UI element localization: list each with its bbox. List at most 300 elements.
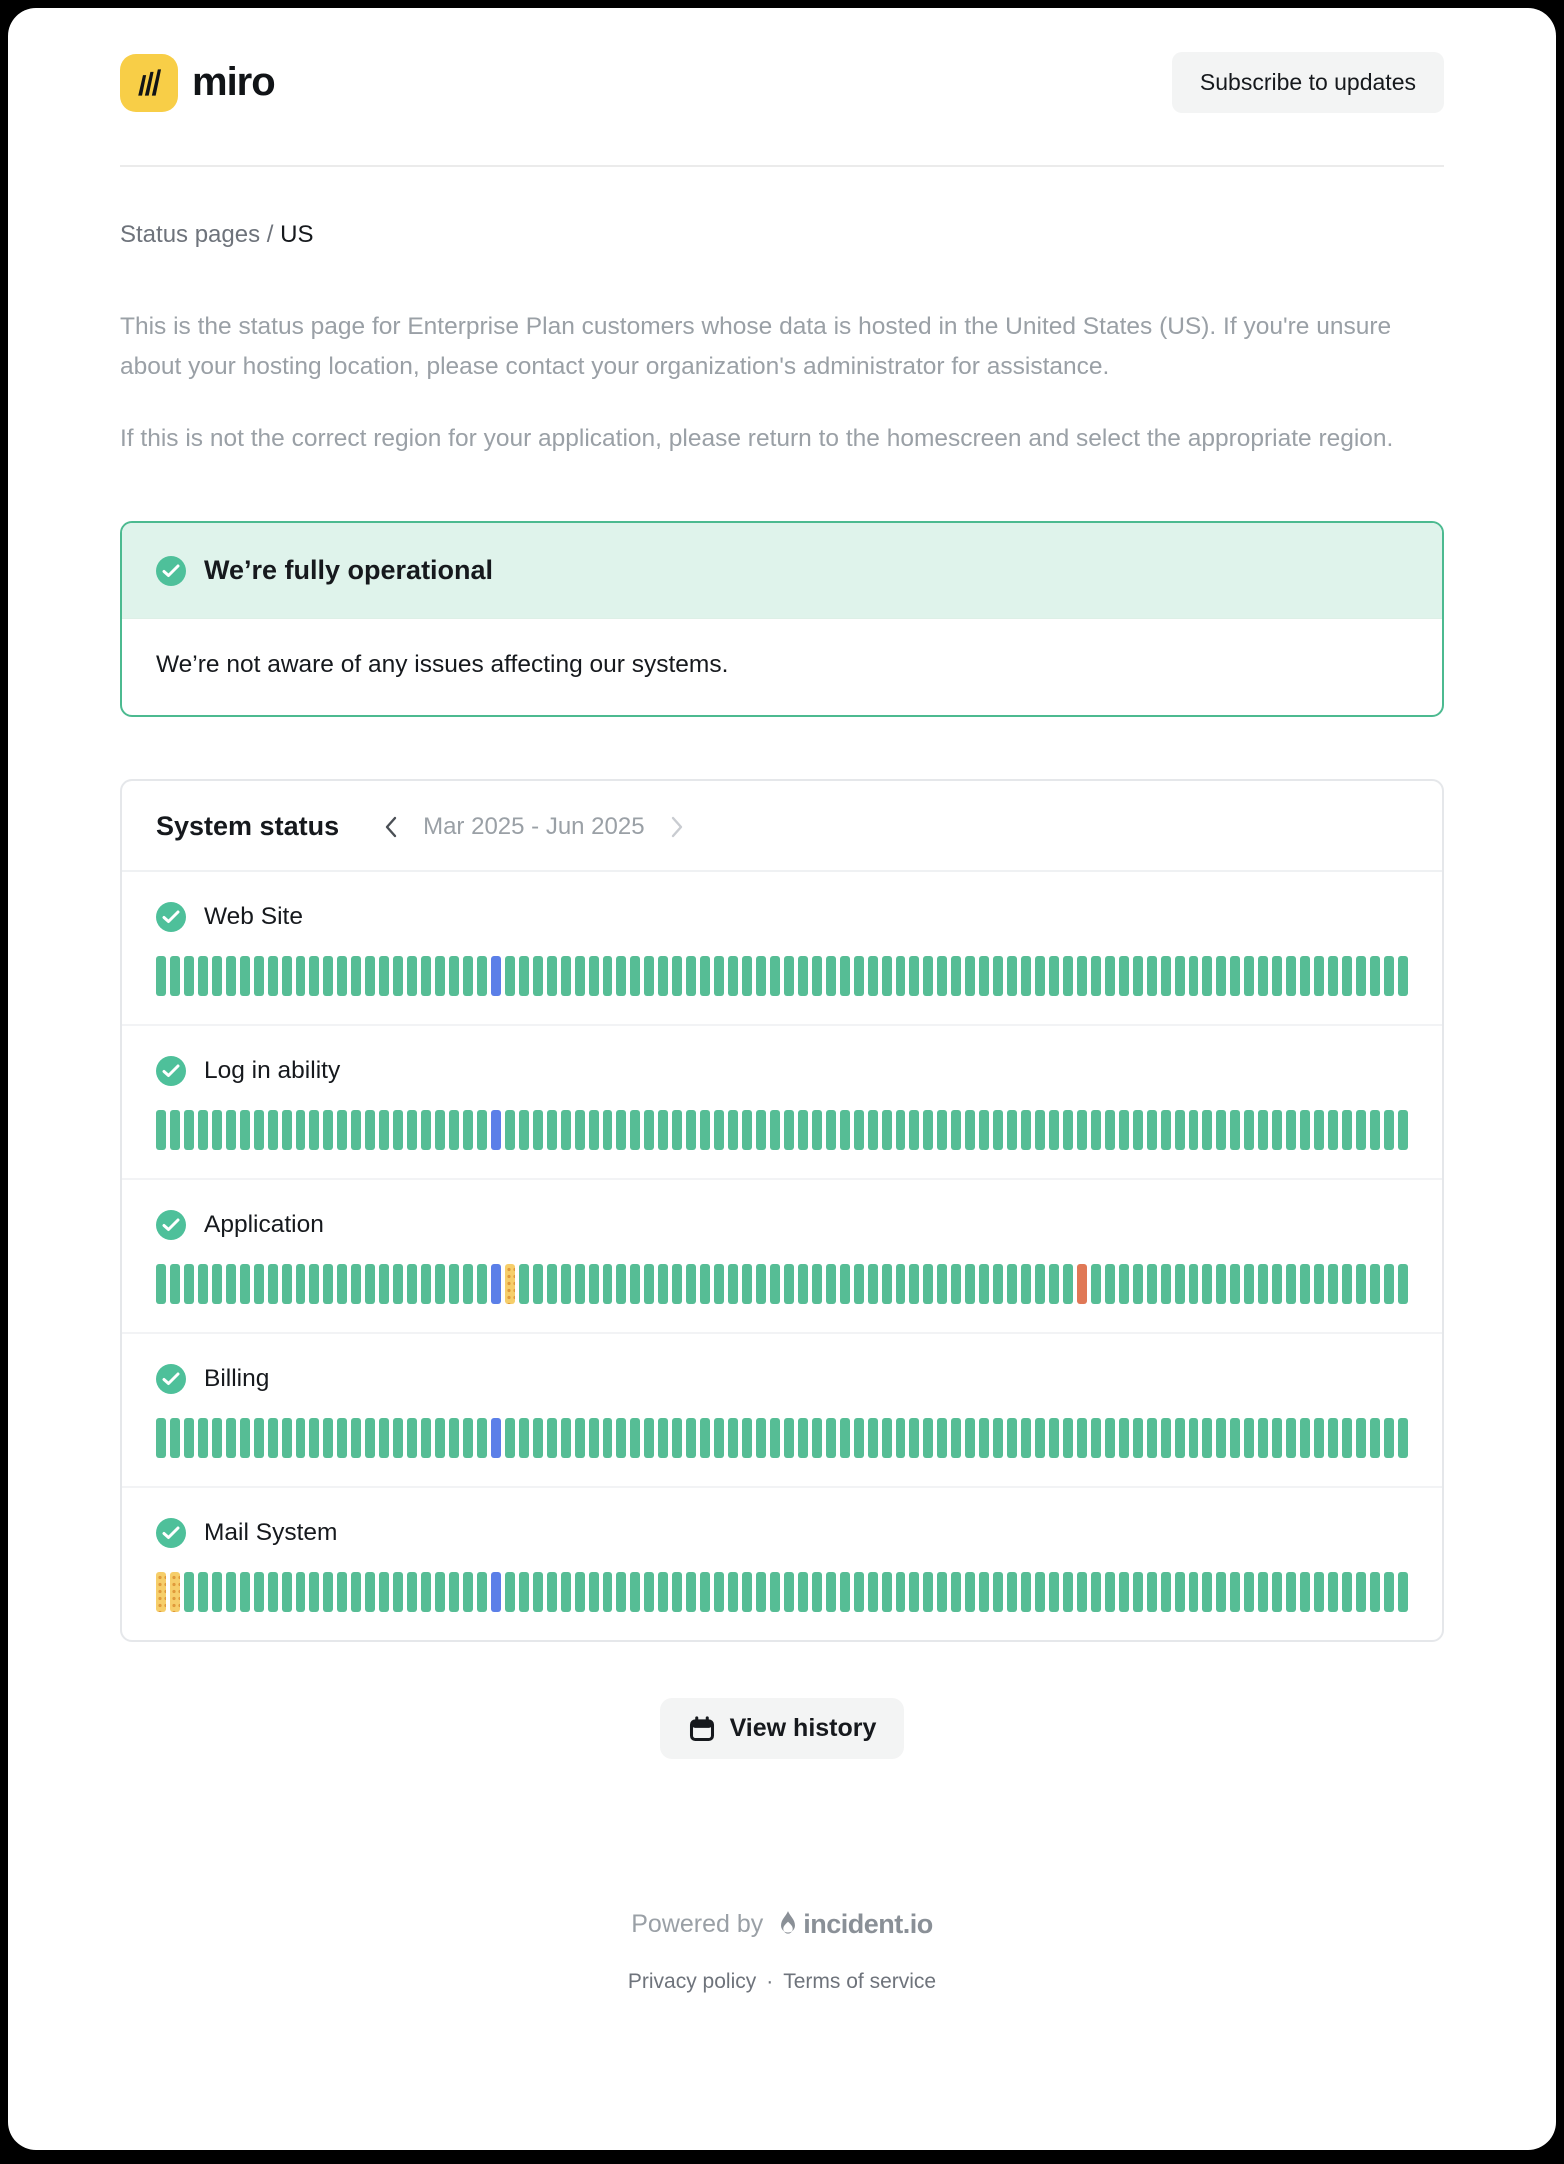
chevron-right-icon[interactable] [665, 812, 689, 842]
status-bar[interactable] [812, 1264, 822, 1304]
status-bar[interactable] [254, 1418, 264, 1458]
status-bar[interactable] [644, 1418, 654, 1458]
status-bar[interactable] [770, 1264, 780, 1304]
terms-of-service-link[interactable]: Terms of service [783, 1970, 937, 1993]
status-bar[interactable] [1035, 1264, 1045, 1304]
status-bar[interactable] [1398, 1418, 1408, 1458]
status-bar[interactable] [1258, 1110, 1268, 1150]
status-bar[interactable] [603, 1418, 613, 1458]
status-bar[interactable] [937, 956, 947, 996]
status-bar[interactable] [198, 1110, 208, 1150]
status-bar[interactable] [714, 1110, 724, 1150]
status-bar[interactable] [658, 1264, 668, 1304]
status-bar[interactable] [156, 1418, 166, 1458]
status-bar[interactable] [923, 1110, 933, 1150]
status-bar[interactable] [351, 1418, 361, 1458]
status-bar[interactable] [909, 1418, 919, 1458]
status-bar[interactable] [756, 1264, 766, 1304]
status-bar[interactable] [1063, 1264, 1073, 1304]
status-bar[interactable] [1049, 1572, 1059, 1612]
status-bar[interactable] [1286, 1418, 1296, 1458]
status-bar[interactable] [1230, 1110, 1240, 1150]
status-bar[interactable] [1300, 1572, 1310, 1612]
status-bar[interactable] [421, 1572, 431, 1612]
status-bar[interactable] [630, 1572, 640, 1612]
status-bar[interactable] [798, 956, 808, 996]
status-bar[interactable] [1049, 1418, 1059, 1458]
status-bar[interactable] [1230, 1264, 1240, 1304]
status-bar[interactable] [1091, 1572, 1101, 1612]
status-bar[interactable] [812, 1418, 822, 1458]
status-bar[interactable] [268, 1418, 278, 1458]
status-bar[interactable] [1063, 956, 1073, 996]
status-bar[interactable] [268, 1110, 278, 1150]
status-bar[interactable] [1189, 1418, 1199, 1458]
status-bar[interactable] [937, 1418, 947, 1458]
status-bar[interactable] [1091, 1418, 1101, 1458]
status-bar[interactable] [1133, 1264, 1143, 1304]
status-bar[interactable] [798, 1418, 808, 1458]
status-bar[interactable] [449, 1110, 459, 1150]
status-bar[interactable] [1049, 1264, 1059, 1304]
status-bar[interactable] [184, 1572, 194, 1612]
status-bar[interactable] [728, 1110, 738, 1150]
status-bar[interactable] [1063, 1418, 1073, 1458]
status-bar[interactable] [868, 1264, 878, 1304]
status-bar[interactable] [1077, 1110, 1087, 1150]
status-bar[interactable] [170, 1264, 180, 1304]
status-bar[interactable] [575, 1418, 585, 1458]
status-bar[interactable] [1161, 1418, 1171, 1458]
status-bar[interactable] [519, 956, 529, 996]
status-bar[interactable] [337, 956, 347, 996]
status-bar[interactable] [309, 1572, 319, 1612]
status-bar[interactable] [1202, 1418, 1212, 1458]
status-bar[interactable] [896, 956, 906, 996]
status-bar[interactable] [351, 1264, 361, 1304]
status-bar[interactable] [672, 1110, 682, 1150]
status-bar[interactable] [714, 1572, 724, 1612]
status-bar[interactable] [547, 1418, 557, 1458]
status-bar[interactable] [1244, 1110, 1254, 1150]
status-bar[interactable] [491, 1110, 501, 1150]
status-bar[interactable] [421, 1418, 431, 1458]
status-bar[interactable] [533, 1264, 543, 1304]
status-bar[interactable] [672, 1418, 682, 1458]
status-bar[interactable] [1091, 1264, 1101, 1304]
status-bar[interactable] [589, 1418, 599, 1458]
status-bar[interactable] [156, 956, 166, 996]
status-bar[interactable] [435, 956, 445, 996]
status-bar[interactable] [407, 1110, 417, 1150]
status-bar[interactable] [337, 1572, 347, 1612]
status-bar[interactable] [393, 1418, 403, 1458]
status-bar[interactable] [882, 1418, 892, 1458]
status-bar[interactable] [212, 1572, 222, 1612]
status-bar[interactable] [296, 1418, 306, 1458]
status-bar[interactable] [854, 1418, 864, 1458]
status-bar[interactable] [1244, 1572, 1254, 1612]
status-bar[interactable] [1091, 1110, 1101, 1150]
status-bar[interactable] [1356, 1418, 1366, 1458]
status-bar[interactable] [1091, 956, 1101, 996]
status-bar[interactable] [965, 1264, 975, 1304]
status-bar[interactable] [1244, 1418, 1254, 1458]
status-bar[interactable] [1007, 956, 1017, 996]
status-bar[interactable] [491, 956, 501, 996]
status-bar[interactable] [1175, 1110, 1185, 1150]
status-bar[interactable] [840, 1572, 850, 1612]
status-bar[interactable] [798, 1264, 808, 1304]
status-bar[interactable] [282, 1418, 292, 1458]
status-bar[interactable] [742, 1110, 752, 1150]
status-bar[interactable] [603, 956, 613, 996]
status-bar[interactable] [742, 1264, 752, 1304]
status-bar[interactable] [979, 1110, 989, 1150]
status-bar[interactable] [784, 1572, 794, 1612]
status-bar[interactable] [686, 956, 696, 996]
status-bar[interactable] [477, 956, 487, 996]
status-bar[interactable] [351, 1110, 361, 1150]
status-bar[interactable] [170, 956, 180, 996]
status-bar[interactable] [449, 1418, 459, 1458]
status-bar[interactable] [268, 1264, 278, 1304]
status-bar[interactable] [965, 1418, 975, 1458]
status-bar[interactable] [658, 1110, 668, 1150]
status-bar[interactable] [672, 1264, 682, 1304]
status-bar[interactable] [1342, 1572, 1352, 1612]
status-bar[interactable] [686, 1572, 696, 1612]
status-bar[interactable] [226, 1110, 236, 1150]
status-bar[interactable] [575, 956, 585, 996]
status-bar[interactable] [1286, 956, 1296, 996]
status-bar[interactable] [923, 1572, 933, 1612]
status-bar[interactable] [868, 1572, 878, 1612]
status-bar[interactable] [463, 1572, 473, 1612]
status-bar[interactable] [198, 1572, 208, 1612]
status-bar[interactable] [254, 956, 264, 996]
status-bar[interactable] [1216, 956, 1226, 996]
status-bar[interactable] [240, 956, 250, 996]
status-bar[interactable] [784, 1264, 794, 1304]
status-bar[interactable] [1384, 1110, 1394, 1150]
status-bar[interactable] [1021, 1572, 1031, 1612]
status-bar[interactable] [728, 1418, 738, 1458]
status-bar[interactable] [1244, 1264, 1254, 1304]
status-bar[interactable] [1147, 1572, 1157, 1612]
status-bar[interactable] [798, 1110, 808, 1150]
status-bar[interactable] [1398, 1264, 1408, 1304]
status-bar[interactable] [421, 1264, 431, 1304]
status-bar[interactable] [756, 1418, 766, 1458]
status-bar[interactable] [547, 1572, 557, 1612]
status-bar[interactable] [547, 1264, 557, 1304]
status-bar[interactable] [616, 956, 626, 996]
status-bar[interactable] [1328, 956, 1338, 996]
status-bar[interactable] [868, 1110, 878, 1150]
status-bar[interactable] [1161, 956, 1171, 996]
status-bar[interactable] [407, 956, 417, 996]
status-bar[interactable] [519, 1264, 529, 1304]
status-bar[interactable] [937, 1110, 947, 1150]
status-bar[interactable] [1007, 1572, 1017, 1612]
status-bar[interactable] [226, 1572, 236, 1612]
status-bar[interactable] [1189, 1572, 1199, 1612]
status-bar[interactable] [882, 1110, 892, 1150]
status-bar[interactable] [435, 1418, 445, 1458]
status-bar[interactable] [1119, 1572, 1129, 1612]
status-bar[interactable] [1119, 1264, 1129, 1304]
status-bar[interactable] [756, 1572, 766, 1612]
status-bar[interactable] [728, 956, 738, 996]
status-bar[interactable] [993, 1572, 1003, 1612]
status-bar[interactable] [212, 956, 222, 996]
status-bar[interactable] [1272, 1418, 1282, 1458]
status-bar[interactable] [1021, 956, 1031, 996]
status-bar[interactable] [589, 956, 599, 996]
status-bar[interactable] [1314, 1572, 1324, 1612]
status-bar[interactable] [1272, 1264, 1282, 1304]
status-bar[interactable] [770, 1110, 780, 1150]
status-bar[interactable] [1300, 1110, 1310, 1150]
status-bar[interactable] [561, 1264, 571, 1304]
status-bar[interactable] [240, 1110, 250, 1150]
status-bar[interactable] [1105, 1110, 1115, 1150]
status-bar[interactable] [505, 1418, 515, 1458]
status-bar[interactable] [365, 1264, 375, 1304]
status-bar[interactable] [561, 1418, 571, 1458]
status-bar[interactable] [1370, 956, 1380, 996]
status-bar[interactable] [407, 1572, 417, 1612]
status-bar[interactable] [547, 1110, 557, 1150]
status-bar[interactable] [714, 1418, 724, 1458]
status-bar[interactable] [226, 956, 236, 996]
privacy-policy-link[interactable]: Privacy policy [627, 1970, 757, 1993]
status-bar[interactable] [365, 1572, 375, 1612]
status-bar[interactable] [435, 1572, 445, 1612]
status-bar[interactable] [882, 1572, 892, 1612]
status-bar[interactable] [379, 956, 389, 996]
status-bar[interactable] [686, 1264, 696, 1304]
status-bar[interactable] [351, 1572, 361, 1612]
status-bar[interactable] [728, 1264, 738, 1304]
status-bar[interactable] [1133, 1110, 1143, 1150]
status-bar[interactable] [1021, 1418, 1031, 1458]
status-bar[interactable] [826, 1572, 836, 1612]
status-bar[interactable] [435, 1110, 445, 1150]
status-bar[interactable] [505, 1572, 515, 1612]
status-bar[interactable] [742, 956, 752, 996]
status-bar[interactable] [1216, 1264, 1226, 1304]
status-bar[interactable] [770, 1418, 780, 1458]
status-bar[interactable] [826, 1264, 836, 1304]
status-bar[interactable] [337, 1264, 347, 1304]
status-bar[interactable] [1189, 956, 1199, 996]
status-bar[interactable] [323, 1572, 333, 1612]
status-bar[interactable] [254, 1264, 264, 1304]
status-bar[interactable] [1161, 1110, 1171, 1150]
status-bar[interactable] [505, 1110, 515, 1150]
status-bar[interactable] [505, 956, 515, 996]
status-bar[interactable] [463, 956, 473, 996]
status-bar[interactable] [868, 1418, 878, 1458]
status-bar[interactable] [337, 1418, 347, 1458]
status-bar[interactable] [1328, 1110, 1338, 1150]
status-bar[interactable] [616, 1418, 626, 1458]
status-bar[interactable] [1300, 1418, 1310, 1458]
status-bar[interactable] [1314, 1418, 1324, 1458]
status-bar[interactable] [1370, 1418, 1380, 1458]
status-bar[interactable] [1147, 1264, 1157, 1304]
status-bar[interactable] [630, 1110, 640, 1150]
status-bar[interactable] [1161, 1572, 1171, 1612]
status-bar[interactable] [700, 1264, 710, 1304]
status-bar[interactable] [1077, 956, 1087, 996]
status-bar[interactable] [477, 1572, 487, 1612]
status-bar[interactable] [561, 1110, 571, 1150]
status-bar[interactable] [770, 956, 780, 996]
status-bar[interactable] [212, 1418, 222, 1458]
status-bar[interactable] [882, 1264, 892, 1304]
status-bar[interactable] [491, 1572, 501, 1612]
status-bar[interactable] [826, 956, 836, 996]
subscribe-to-updates-button[interactable]: Subscribe to updates [1172, 52, 1444, 113]
status-bar[interactable] [979, 956, 989, 996]
status-bar[interactable] [630, 1418, 640, 1458]
status-bar[interactable] [156, 1110, 166, 1150]
status-bar[interactable] [1244, 956, 1254, 996]
status-bar[interactable] [854, 1264, 864, 1304]
status-bar[interactable] [979, 1264, 989, 1304]
status-bar[interactable] [993, 1110, 1003, 1150]
status-bar[interactable] [909, 1110, 919, 1150]
status-bar[interactable] [1216, 1110, 1226, 1150]
status-bar[interactable] [714, 956, 724, 996]
status-bar[interactable] [951, 1264, 961, 1304]
status-bar[interactable] [700, 956, 710, 996]
status-bar[interactable] [1035, 1572, 1045, 1612]
status-bar[interactable] [1161, 1264, 1171, 1304]
status-bar[interactable] [337, 1110, 347, 1150]
status-bar[interactable] [644, 956, 654, 996]
status-bar[interactable] [170, 1110, 180, 1150]
status-bar[interactable] [226, 1264, 236, 1304]
status-bar[interactable] [1133, 1572, 1143, 1612]
status-bar[interactable] [826, 1418, 836, 1458]
status-bar[interactable] [1314, 956, 1324, 996]
status-bar[interactable] [756, 1110, 766, 1150]
powered-by[interactable] [120, 1909, 1444, 1940]
status-bar[interactable] [756, 956, 766, 996]
status-bar[interactable] [1370, 1264, 1380, 1304]
status-bar[interactable] [1035, 1110, 1045, 1150]
status-bar[interactable] [323, 1418, 333, 1458]
status-bar[interactable] [1105, 1418, 1115, 1458]
status-bar[interactable] [212, 1264, 222, 1304]
status-bar[interactable] [728, 1572, 738, 1612]
status-bar[interactable] [463, 1110, 473, 1150]
status-bar[interactable] [1105, 956, 1115, 996]
status-bar[interactable] [1175, 1418, 1185, 1458]
status-bar[interactable] [533, 1572, 543, 1612]
status-bar[interactable] [1384, 956, 1394, 996]
status-bar[interactable] [993, 956, 1003, 996]
status-bar[interactable] [1189, 1110, 1199, 1150]
status-bar[interactable] [700, 1572, 710, 1612]
status-bar[interactable] [393, 1264, 403, 1304]
status-bar[interactable] [896, 1418, 906, 1458]
status-bar[interactable] [379, 1572, 389, 1612]
status-bar[interactable] [309, 956, 319, 996]
status-bar[interactable] [1189, 1264, 1199, 1304]
status-bar[interactable] [616, 1572, 626, 1612]
status-bar[interactable] [951, 956, 961, 996]
status-bar[interactable] [742, 1418, 752, 1458]
status-bar[interactable] [463, 1264, 473, 1304]
status-bar[interactable] [212, 1110, 222, 1150]
status-bar[interactable] [365, 1110, 375, 1150]
status-bar[interactable] [268, 1572, 278, 1612]
status-bar[interactable] [170, 1572, 180, 1612]
status-bar[interactable] [644, 1264, 654, 1304]
status-bar[interactable] [1049, 1110, 1059, 1150]
status-bar[interactable] [449, 1572, 459, 1612]
status-bar[interactable] [923, 956, 933, 996]
status-bar[interactable] [658, 956, 668, 996]
status-bar[interactable] [282, 1110, 292, 1150]
status-bar[interactable] [477, 1418, 487, 1458]
status-bar[interactable] [254, 1572, 264, 1612]
status-bar[interactable] [742, 1572, 752, 1612]
status-bar[interactable] [533, 1110, 543, 1150]
status-bar[interactable] [519, 1572, 529, 1612]
status-bar[interactable] [1175, 1572, 1185, 1612]
status-bar[interactable] [798, 1572, 808, 1612]
status-bar[interactable] [700, 1418, 710, 1458]
status-bar[interactable] [1384, 1572, 1394, 1612]
status-bar[interactable] [812, 1110, 822, 1150]
status-bar[interactable] [379, 1418, 389, 1458]
status-bar[interactable] [658, 1572, 668, 1612]
status-bar[interactable] [1147, 1418, 1157, 1458]
status-bar[interactable] [575, 1110, 585, 1150]
status-bar[interactable] [965, 1572, 975, 1612]
status-bar[interactable] [1230, 956, 1240, 996]
status-bar[interactable] [575, 1572, 585, 1612]
status-bar[interactable] [1272, 1110, 1282, 1150]
status-bar[interactable] [1077, 1572, 1087, 1612]
status-bar[interactable] [1356, 1264, 1366, 1304]
status-bar[interactable] [1342, 1418, 1352, 1458]
status-bar[interactable] [937, 1264, 947, 1304]
status-bar[interactable] [407, 1418, 417, 1458]
status-bar[interactable] [1230, 1572, 1240, 1612]
status-bar[interactable] [575, 1264, 585, 1304]
status-bar[interactable] [1272, 1572, 1282, 1612]
status-bar[interactable] [840, 1264, 850, 1304]
status-bar[interactable] [1105, 1572, 1115, 1612]
status-bar[interactable] [1258, 1264, 1268, 1304]
status-bar[interactable] [393, 1572, 403, 1612]
status-bar[interactable] [198, 956, 208, 996]
status-bar[interactable] [951, 1418, 961, 1458]
status-bar[interactable] [393, 1110, 403, 1150]
status-bar[interactable] [951, 1110, 961, 1150]
status-bar[interactable] [296, 1572, 306, 1612]
status-bar[interactable] [909, 1572, 919, 1612]
status-bar[interactable] [198, 1418, 208, 1458]
status-bar[interactable] [240, 1264, 250, 1304]
